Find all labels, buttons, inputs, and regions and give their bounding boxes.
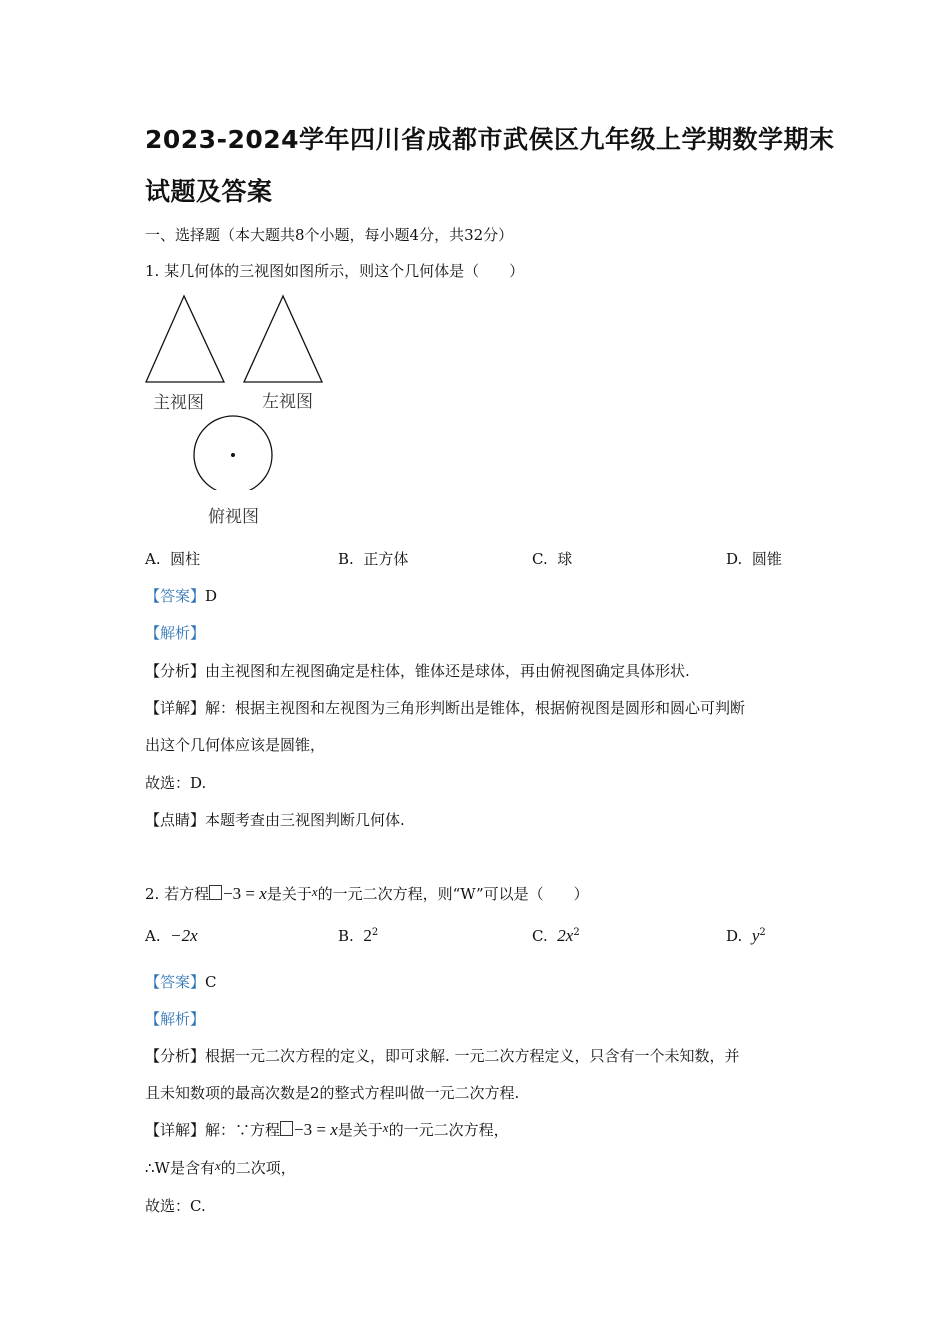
q2-option-c-base: 2x — [557, 926, 574, 945]
q1-option-c — [532, 548, 572, 569]
q2-option-a-math: −2x — [170, 926, 198, 945]
q2-option-b — [338, 926, 378, 946]
q2-fenxi-tag: 【分析】 — [145, 1047, 206, 1065]
q1-option-c-text: 球 — [557, 550, 573, 568]
q1-fenxi-tag: 【分析】 — [145, 662, 206, 680]
q2-stem-x2: x — [311, 884, 318, 899]
q2-option-b-base: 2 — [363, 926, 372, 945]
q2-answer-value: C — [205, 973, 217, 991]
q2-option-c — [532, 926, 580, 946]
q1-fenxi — [145, 660, 690, 681]
q2-option-d-exp: 2 — [759, 927, 766, 938]
q2-therefore-prefix: ∴W是含有 — [145, 1159, 215, 1177]
q1-option-d-letter: D. — [726, 550, 743, 568]
q2-stem-mid: 是关于 — [266, 885, 312, 903]
left-view-label: 左视图 — [262, 392, 313, 412]
q2-therefore-suffix: 的二次项， — [220, 1159, 296, 1177]
q2-option-d — [726, 926, 766, 946]
q2-stem-x: x — [259, 884, 267, 903]
q1-option-d — [726, 548, 782, 569]
q2-fenxi — [145, 1045, 740, 1066]
q1-answer — [145, 585, 217, 606]
q1-option-a-letter: A. — [145, 550, 161, 568]
front-view-triangle — [146, 296, 224, 382]
q1-fenxi-text: 由主视图和左视图确定是柱体，锥体还是球体，再由俯视图确定具体形状. — [205, 662, 690, 680]
q2-xiangjie-mid: 是关于 — [337, 1121, 383, 1139]
q2-xiangjie-x2: x — [382, 1120, 389, 1135]
q2-stem-eq: −3 = — [223, 884, 260, 903]
q1-analysis-tag: 【解析】 — [145, 624, 206, 642]
top-view-center-dot — [231, 453, 235, 457]
q2-analysis-tag: 【解析】 — [145, 1010, 206, 1028]
q2-xiangjie-x: x — [330, 1120, 338, 1139]
q2-therefore — [145, 1157, 296, 1178]
section-heading: 一、选择题（本大题共8个小题，每小题4分，共32分） — [145, 226, 514, 244]
q1-option-b — [338, 548, 408, 569]
q2-xiangjie-prefix: 解：∵方程 — [205, 1121, 281, 1139]
q2-stem — [145, 883, 589, 904]
q1-dianjing — [145, 809, 405, 830]
q1-answer-value: D — [205, 587, 218, 605]
q2-guxuan: 故选：C. — [145, 1197, 206, 1215]
q1-xiangjie — [145, 697, 745, 718]
q2-option-a-letter: A. — [145, 927, 161, 945]
q2-therefore-x: x — [214, 1158, 221, 1173]
q2-answer-tag: 【答案】 — [145, 973, 206, 991]
q1-guxuan: 故选：D. — [145, 774, 207, 792]
left-view-triangle — [244, 296, 322, 382]
q1-option-a-text: 圆柱 — [170, 550, 201, 568]
q1-option-c-letter: C. — [532, 550, 548, 568]
q2-xiangjie — [145, 1119, 509, 1140]
q2-answer — [145, 971, 217, 992]
q1-stem: 1. 某几何体的三视图如图所示，则这个几何体是（ ） — [145, 262, 525, 280]
blank-box-icon — [280, 1121, 293, 1136]
blank-box-icon — [209, 885, 222, 900]
q1-xiangjie-cont: 出这个几何体应该是圆锥， — [145, 736, 326, 754]
q2-stem-suffix: 的一元二次方程，则“W”可以是（ ） — [317, 885, 589, 903]
q2-option-b-exp: 2 — [371, 927, 379, 938]
doc-title-line2: 试题及答案 — [145, 177, 273, 206]
top-view-label: 俯视图 — [208, 507, 259, 527]
q2-xiangjie-eq: −3 = — [294, 1120, 331, 1139]
q2-fenxi-cont: 且未知数项的最高次数是2的整式方程叫做一元二次方程. — [145, 1084, 520, 1102]
q2-option-c-exp: 2 — [573, 927, 580, 938]
q2-option-c-letter: C. — [532, 927, 548, 945]
q2-option-d-letter: D. — [726, 927, 743, 945]
q2-stem-prefix: 2. 若方程 — [145, 885, 210, 903]
q2-xiangjie-tag: 【详解】 — [145, 1121, 206, 1139]
front-view-label: 主视图 — [153, 393, 204, 413]
q1-dianjing-text: 本题考查由三视图判断几何体. — [205, 811, 405, 829]
q2-option-d-base: y — [751, 926, 760, 945]
q1-xiangjie-tag: 【详解】 — [145, 699, 206, 717]
q1-option-b-letter: B. — [338, 550, 354, 568]
q1-xiangjie-text: 解：根据主视图和左视图为三角形判断出是锥体，根据俯视图是圆形和圆心可判断 — [205, 699, 746, 717]
q1-dianjing-tag: 【点睛】 — [145, 811, 206, 829]
q2-xiangjie-suffix: 的一元二次方程， — [388, 1121, 509, 1139]
q1-option-d-text: 圆锥 — [751, 550, 782, 568]
doc-title-line1: 2023-2024学年四川省成都市武侯区九年级上学期数学期末 — [145, 125, 835, 154]
q2-fenxi-text: 根据一元二次方程的定义，即可求解. 一元二次方程定义，只含有一个未知数，并 — [205, 1047, 740, 1065]
q2-option-a — [145, 926, 198, 946]
q1-option-b-text: 正方体 — [363, 550, 409, 568]
q1-option-a — [145, 548, 200, 569]
q1-answer-tag: 【答案】 — [145, 587, 206, 605]
q2-option-b-letter: B. — [338, 927, 354, 945]
